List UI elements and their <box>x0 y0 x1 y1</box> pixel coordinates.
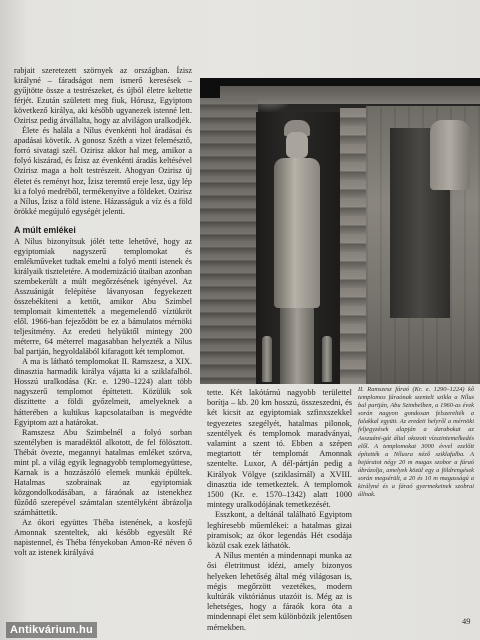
photo-right-statue <box>430 120 470 190</box>
section-heading: A múlt emlékei <box>14 224 76 235</box>
photo-small-figure <box>262 336 272 382</box>
photo-left-facade <box>200 98 258 384</box>
paragraph: Ramszesz Abu Szimbelnél a folyó sorban szentélyben is maradéktól alkotott, de fel fölösztott. Thébát övezte, megannyi hatalmas emléket szórva, mint pl. a világ egyik legnagyobb templomegyüttese, Karnak is a hozzászóló elemek munkái épültek. Hatalmas szobrainak az egyiptomiak közgondolkodásában, a fáraónak az istenekhez fűződő szerepével számtalan szentélyként ábrázolja számháttetik. <box>14 427 192 517</box>
photo-lintel <box>220 86 480 104</box>
page-number: 49 <box>462 616 471 626</box>
paragraph: A Nílus mentén a mindennapi munka az ősi életritmust idézi, amely bizonyos helyeken lehetőség által még világosan is, mégis megőrzött vezetékes, modern kultúrák viktóriánus utazóit is. Még az is lehetséges, hogy a fáraók kora óta a mindennapi élet sem különbözik jelentősen mérnekben. <box>207 551 352 632</box>
photo-hieroglyph-pillar <box>340 108 366 384</box>
paragraph: A ma is látható templomokat II. Ramszesz, a XIX. dinasztia harmadik királya vájatta ki a sziklafalból. Hosszú uralkodása (Kr. e. 1290–1224) alatt több nagyszerű templomot építtetett. Közülük sok díszíttette a földi győzelmeit, amelyeknek a hátterében a kultikus kapcsolataiban is megvédte Egyiptom azt a határokat. <box>14 357 192 427</box>
paragraph: rabjait szeretezett szörnyek az országban. Ízisz királyné – fáradságot nem ismerő keresések – gyűjtötte össze a testrészeket, és újból életre keltette férjét. Ezután született meg fiuk, Hórusz, Egyiptom következő királya, aki később ugyanezek istenné lett. Ozirisz pedig átvállalta, hogy az alvilágon uralkodjék. <box>14 66 192 126</box>
paragraph: A Nílus bizonyítsuk jólét tette lehetővé, hogy az egyiptomiak nagyszerű templomokat és emlékműveket tudtak emelni a folyó menti istenek és királyaik tiszteletére. A modernizáció útaiban azonban szembekerült a múlt megőrzésének igényével. Az Asszuánigát felépítése lávanyosan fegyekezett összebékíteni a kettőt, amikor Abu Szimbel templomait kimentették a megemelendő víztükröt elől. 1966-ban fejeződött be ez a bámulatos mérnöki teljesítmény. Az eredeti helyüktől mintegy 200 méterre, 64 méterrel magasabban helyezték a Nílus bal partján, hegyoldalából kifaragott két templomot. <box>14 236 192 357</box>
watermark-logo: Antikvárium.hu <box>6 622 97 638</box>
photo-statue-legs <box>280 308 314 384</box>
paragraph: Esszkont, a deltánál található Egyiptom leghíresebb műemlékei: a hatalmas gizai piramisok; az ókor legendás Hét csodája közül csak ezek láthatók. <box>207 510 352 551</box>
left-text-column <box>14 66 192 558</box>
abu-simbel-temple-photo <box>200 78 480 384</box>
photo-caption: II. Ramszesz fáraó (Kr. e. 1290–1224) kő templomos fáraónak szentelt szikla a Nílus bal partján, Abu Szimbelben, a 1960-as évek során nagyon gondosan felszerelték a falakkal együtt. Az eredeti helyről a mérnöki feljegyzések alapján a darabokat az Asszuáni-gát által okozott vízszintemelkedés elől. A templomokat 3000 évvel ezelőtt építették a Nílusra néző sziklafalba. A bejáratot négy 20 m magas szobor a fáraó ábrázolja, amelyek közül egy a földrengések során megsérült, a 20 és 10 m magasságú a királyné és a fáraó gyermekeinek szobrai állnak. <box>358 386 474 499</box>
paragraph: tette. Két lakótárnú nagyobb területtel borítja – kb. 20 km hosszú, összeszedni, és két kicsit az egyiptomiak szfinxszekkel tegyezetes szegélyét, hatalmas pilonok, szentélyek és templomok maradványai, valamint a szent tó. Ebben a szépen megtartott tér templomát Amonnak szentelte. Luxor, A dél-pártján pedig a Királyok Völgye (sziklasírnál) a XVIII. dinasztia ide temetkeztek. A templomok 1500 (Kr. e. 1570–1342) alatt 1000 mintegy uralkodójának temetkezését. <box>207 388 352 510</box>
paragraph: Az ókori együttes Théba istenének, a kosfejű Amonnak szenteltek, aki később egyesült Ré napistennel, és Théba fényekoban Amon-Ré néven ő volt az istenek királyává <box>14 518 192 558</box>
photo-statue-head <box>286 132 308 158</box>
middle-text-column <box>207 388 352 633</box>
paragraph: Élete és halála a Nílus évenkénti hol áradásai és apadásai követik. A gonosz Széth a vizet felemésztő, forró sivatagi szél. Ozirisz akkor hal meg, amikor a folyó kiszárad, és Ízisz az évenkénti áradás keltésével Ozirisz maga a holt testrészeit. Ahogyan Ozirisz új életet és reményt hoz, Ízisz teremtő ereje lesz, úgy lép ki a folyó medréből, termékenyítve a földeket. Ozirisz a Nílus, Ízisz a föld istene. Házasságuk a víz és a föld örökké megújuló egységét jelenti. <box>14 126 192 216</box>
photo-small-figure <box>322 336 332 382</box>
photo-statue-body <box>274 158 320 308</box>
